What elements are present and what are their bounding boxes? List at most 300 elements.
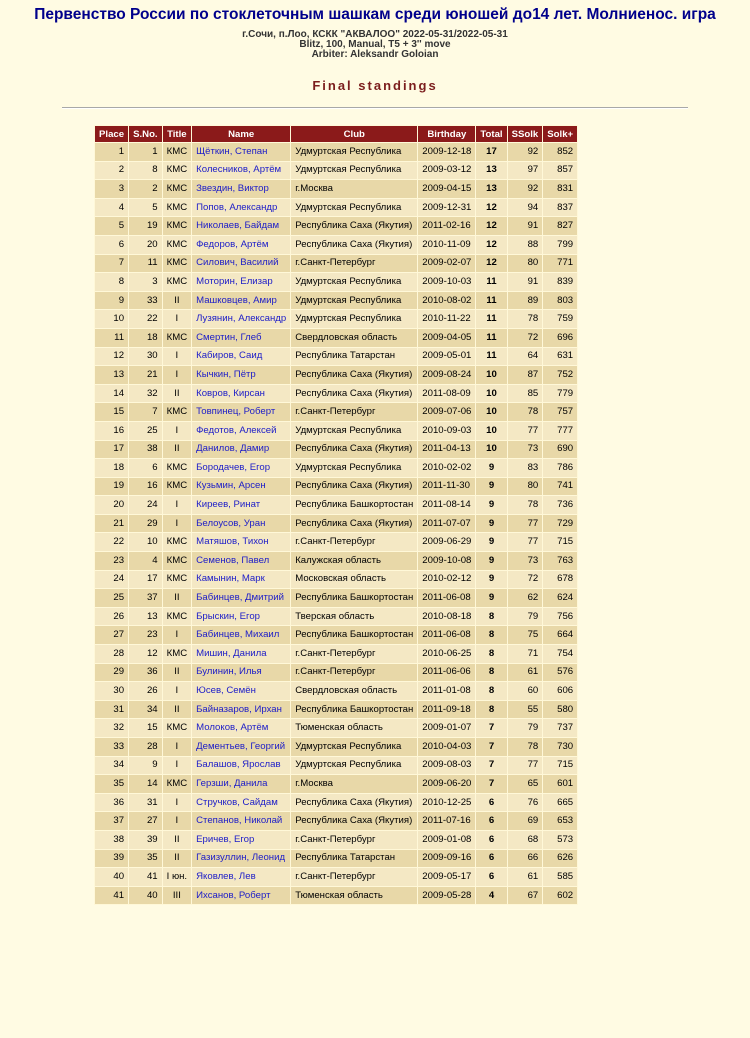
cell-sno: 17 bbox=[129, 570, 163, 589]
player-name-link[interactable]: Николаев, Байдам bbox=[192, 217, 291, 236]
cell-title: I bbox=[162, 514, 192, 533]
table-row bbox=[95, 700, 578, 719]
cell-sno: 25 bbox=[129, 421, 163, 440]
table-row bbox=[95, 514, 578, 533]
cell-club: Республика Саха (Якутия) bbox=[291, 477, 418, 496]
cell-club: Удмуртская Республика bbox=[291, 273, 418, 292]
cell-solk-plus: 573 bbox=[543, 830, 578, 849]
cell-title: КМС bbox=[162, 254, 192, 273]
cell-sno: 3 bbox=[129, 273, 163, 292]
cell-birthday: 2009-02-07 bbox=[418, 254, 476, 273]
player-name-link[interactable]: Щёткин, Степан bbox=[192, 143, 291, 162]
cell-total: 13 bbox=[476, 161, 507, 180]
table-row bbox=[95, 477, 578, 496]
table-row bbox=[95, 589, 578, 608]
cell-place: 36 bbox=[95, 793, 129, 812]
cell-club: г.Москва bbox=[291, 180, 418, 199]
cell-birthday: 2009-06-20 bbox=[418, 775, 476, 794]
cell-title: КМС bbox=[162, 180, 192, 199]
cell-title: I bbox=[162, 347, 192, 366]
cell-place: 37 bbox=[95, 812, 129, 831]
table-row bbox=[95, 775, 578, 794]
cell-club: Республика Башкортостан bbox=[291, 589, 418, 608]
cell-ssolk: 55 bbox=[507, 700, 543, 719]
col-place: Place bbox=[95, 126, 129, 143]
player-name-link[interactable]: Машковцев, Амир bbox=[192, 291, 291, 310]
player-name-link[interactable]: Молоков, Артём bbox=[192, 719, 291, 738]
tournament-arbiter: Arbiter: Aleksandr Goloian bbox=[311, 49, 439, 60]
cell-place: 12 bbox=[95, 347, 129, 366]
table-row bbox=[95, 459, 578, 478]
player-name-link[interactable]: Ихсанов, Роберт bbox=[192, 886, 291, 905]
cell-birthday: 2011-06-08 bbox=[418, 626, 476, 645]
cell-ssolk: 85 bbox=[507, 384, 543, 403]
cell-ssolk: 61 bbox=[507, 663, 543, 682]
cell-solk-plus: 803 bbox=[543, 291, 578, 310]
cell-total: 10 bbox=[476, 421, 507, 440]
cell-solk-plus: 730 bbox=[543, 738, 578, 757]
cell-birthday: 2010-02-12 bbox=[418, 570, 476, 589]
cell-total: 9 bbox=[476, 570, 507, 589]
cell-title: КМС bbox=[162, 552, 192, 571]
cell-solk-plus: 631 bbox=[543, 347, 578, 366]
cell-place: 31 bbox=[95, 700, 129, 719]
player-name-link[interactable]: Байназаров, Ирхан bbox=[192, 700, 291, 719]
cell-total: 10 bbox=[476, 440, 507, 459]
cell-total: 12 bbox=[476, 198, 507, 217]
cell-birthday: 2009-04-15 bbox=[418, 180, 476, 199]
cell-place: 20 bbox=[95, 496, 129, 515]
player-name-link[interactable]: Брыскин, Егор bbox=[192, 607, 291, 626]
cell-ssolk: 72 bbox=[507, 570, 543, 589]
cell-club: Республика Саха (Якутия) bbox=[291, 384, 418, 403]
col-total: Total bbox=[476, 126, 507, 143]
player-name-link[interactable]: Колесников, Артём bbox=[192, 161, 291, 180]
player-name-link[interactable]: Моторин, Елизар bbox=[192, 273, 291, 292]
cell-place: 39 bbox=[95, 849, 129, 868]
table-row bbox=[95, 719, 578, 738]
cell-place: 30 bbox=[95, 682, 129, 701]
cell-place: 9 bbox=[95, 291, 129, 310]
cell-solk-plus: 696 bbox=[543, 328, 578, 347]
standings-body bbox=[95, 143, 578, 905]
cell-club: Тюменская область bbox=[291, 886, 418, 905]
cell-club: Московская область bbox=[291, 570, 418, 589]
cell-club: Удмуртская Республика bbox=[291, 310, 418, 329]
cell-place: 14 bbox=[95, 384, 129, 403]
table-row bbox=[95, 496, 578, 515]
cell-birthday: 2010-09-03 bbox=[418, 421, 476, 440]
cell-solk-plus: 786 bbox=[543, 459, 578, 478]
cell-solk-plus: 576 bbox=[543, 663, 578, 682]
divider bbox=[62, 107, 688, 109]
cell-ssolk: 62 bbox=[507, 589, 543, 608]
cell-total: 11 bbox=[476, 310, 507, 329]
cell-solk-plus: 601 bbox=[543, 775, 578, 794]
player-name-link[interactable]: Кузьмин, Арсен bbox=[192, 477, 291, 496]
player-name-link[interactable]: Бабинцев, Михаил bbox=[192, 626, 291, 645]
cell-title: I юн. bbox=[162, 868, 192, 887]
cell-place: 38 bbox=[95, 830, 129, 849]
table-row bbox=[95, 738, 578, 757]
cell-birthday: 2009-04-05 bbox=[418, 328, 476, 347]
cell-club: г.Санкт-Петербург bbox=[291, 663, 418, 682]
cell-club: Удмуртская Республика bbox=[291, 738, 418, 757]
cell-birthday: 2009-07-06 bbox=[418, 403, 476, 422]
cell-sno: 40 bbox=[129, 886, 163, 905]
cell-ssolk: 76 bbox=[507, 793, 543, 812]
cell-ssolk: 78 bbox=[507, 496, 543, 515]
cell-club: Удмуртская Республика bbox=[291, 198, 418, 217]
cell-solk-plus: 741 bbox=[543, 477, 578, 496]
cell-birthday: 2011-08-09 bbox=[418, 384, 476, 403]
cell-ssolk: 77 bbox=[507, 421, 543, 440]
cell-birthday: 2009-09-16 bbox=[418, 849, 476, 868]
cell-total: 8 bbox=[476, 626, 507, 645]
table-row bbox=[95, 180, 578, 199]
cell-birthday: 2009-08-24 bbox=[418, 366, 476, 385]
cell-club: Удмуртская Республика bbox=[291, 459, 418, 478]
cell-sno: 5 bbox=[129, 198, 163, 217]
player-name-link[interactable]: Федотов, Алексей bbox=[192, 421, 291, 440]
cell-solk-plus: 715 bbox=[543, 533, 578, 552]
cell-place: 15 bbox=[95, 403, 129, 422]
cell-place: 18 bbox=[95, 459, 129, 478]
player-name-link[interactable]: Белоусов, Уран bbox=[192, 514, 291, 533]
table-row bbox=[95, 849, 578, 868]
cell-solk-plus: 779 bbox=[543, 384, 578, 403]
cell-sno: 1 bbox=[129, 143, 163, 162]
player-name-link[interactable]: Товпинец, Роберт bbox=[192, 403, 291, 422]
cell-ssolk: 78 bbox=[507, 738, 543, 757]
cell-title: КМС bbox=[162, 533, 192, 552]
cell-place: 5 bbox=[95, 217, 129, 236]
cell-place: 13 bbox=[95, 366, 129, 385]
table-row bbox=[95, 756, 578, 775]
cell-sno: 14 bbox=[129, 775, 163, 794]
col-sno: S.No. bbox=[129, 126, 163, 143]
cell-club: г.Москва bbox=[291, 775, 418, 794]
table-row bbox=[95, 143, 578, 162]
table-row bbox=[95, 291, 578, 310]
cell-total: 6 bbox=[476, 830, 507, 849]
table-row bbox=[95, 310, 578, 329]
player-name-link[interactable]: Силович, Василий bbox=[192, 254, 291, 273]
cell-birthday: 2009-06-29 bbox=[418, 533, 476, 552]
cell-total: 12 bbox=[476, 235, 507, 254]
cell-title: КМС bbox=[162, 477, 192, 496]
cell-club: Республика Саха (Якутия) bbox=[291, 514, 418, 533]
cell-birthday: 2009-10-08 bbox=[418, 552, 476, 571]
cell-sno: 32 bbox=[129, 384, 163, 403]
player-name-link[interactable]: Киреев, Ринат bbox=[192, 496, 291, 515]
cell-sno: 20 bbox=[129, 235, 163, 254]
player-name-link[interactable]: Семенов, Павел bbox=[192, 552, 291, 571]
cell-total: 9 bbox=[476, 589, 507, 608]
cell-title: I bbox=[162, 812, 192, 831]
cell-title: II bbox=[162, 849, 192, 868]
player-name-link[interactable]: Кычкин, Пётр bbox=[192, 366, 291, 385]
player-name-link[interactable]: Кабиров, Саид bbox=[192, 347, 291, 366]
cell-sno: 27 bbox=[129, 812, 163, 831]
cell-total: 9 bbox=[476, 533, 507, 552]
cell-sno: 7 bbox=[129, 403, 163, 422]
cell-birthday: 2011-07-07 bbox=[418, 514, 476, 533]
section-title: Final standings bbox=[312, 78, 438, 93]
cell-ssolk: 73 bbox=[507, 552, 543, 571]
table-row bbox=[95, 254, 578, 273]
table-row bbox=[95, 421, 578, 440]
table-row bbox=[95, 235, 578, 254]
cell-place: 33 bbox=[95, 738, 129, 757]
cell-title: КМС bbox=[162, 217, 192, 236]
player-name-link[interactable]: Ковров, Кирсан bbox=[192, 384, 291, 403]
player-name-link[interactable]: Федоров, Артём bbox=[192, 235, 291, 254]
cell-birthday: 2011-06-06 bbox=[418, 663, 476, 682]
cell-solk-plus: 777 bbox=[543, 421, 578, 440]
cell-place: 7 bbox=[95, 254, 129, 273]
cell-birthday: 2010-06-25 bbox=[418, 645, 476, 664]
player-name-link[interactable]: Яковлев, Лев bbox=[192, 868, 291, 887]
cell-birthday: 2011-09-18 bbox=[418, 700, 476, 719]
cell-birthday: 2010-02-02 bbox=[418, 459, 476, 478]
cell-place: 23 bbox=[95, 552, 129, 571]
table-row bbox=[95, 384, 578, 403]
cell-total: 9 bbox=[476, 459, 507, 478]
cell-sno: 15 bbox=[129, 719, 163, 738]
cell-title: II bbox=[162, 700, 192, 719]
cell-sno: 26 bbox=[129, 682, 163, 701]
cell-sno: 13 bbox=[129, 607, 163, 626]
cell-birthday: 2011-04-13 bbox=[418, 440, 476, 459]
cell-title: КМС bbox=[162, 161, 192, 180]
cell-total: 11 bbox=[476, 273, 507, 292]
cell-title: КМС bbox=[162, 273, 192, 292]
cell-ssolk: 91 bbox=[507, 273, 543, 292]
cell-ssolk: 77 bbox=[507, 533, 543, 552]
cell-birthday: 2009-10-03 bbox=[418, 273, 476, 292]
tournament-format: Blitz, 100, Manual, T5 + 3'' move bbox=[299, 39, 451, 50]
cell-solk-plus: 602 bbox=[543, 886, 578, 905]
cell-title: КМС bbox=[162, 775, 192, 794]
cell-club: г.Санкт-Петербург bbox=[291, 868, 418, 887]
cell-ssolk: 79 bbox=[507, 607, 543, 626]
player-name-link[interactable]: Дементьев, Георгий bbox=[192, 738, 291, 757]
cell-place: 35 bbox=[95, 775, 129, 794]
table-row bbox=[95, 366, 578, 385]
cell-title: КМС bbox=[162, 719, 192, 738]
table-row bbox=[95, 793, 578, 812]
player-name-link[interactable]: Юсев, Семён bbox=[192, 682, 291, 701]
cell-place: 27 bbox=[95, 626, 129, 645]
cell-place: 4 bbox=[95, 198, 129, 217]
cell-ssolk: 78 bbox=[507, 403, 543, 422]
cell-ssolk: 73 bbox=[507, 440, 543, 459]
player-name-link[interactable]: Еричев, Егор bbox=[192, 830, 291, 849]
cell-title: I bbox=[162, 793, 192, 812]
player-name-link[interactable]: Матяшов, Тихон bbox=[192, 533, 291, 552]
player-name-link[interactable]: Герзши, Данила bbox=[192, 775, 291, 794]
player-name-link[interactable]: Булинин, Илья bbox=[192, 663, 291, 682]
cell-birthday: 2010-04-03 bbox=[418, 738, 476, 757]
cell-total: 11 bbox=[476, 347, 507, 366]
player-name-link[interactable]: Смертин, Глеб bbox=[192, 328, 291, 347]
cell-place: 32 bbox=[95, 719, 129, 738]
cell-ssolk: 87 bbox=[507, 366, 543, 385]
cell-club: г.Санкт-Петербург bbox=[291, 645, 418, 664]
table-row bbox=[95, 830, 578, 849]
cell-sno: 18 bbox=[129, 328, 163, 347]
cell-ssolk: 66 bbox=[507, 849, 543, 868]
table-row bbox=[95, 626, 578, 645]
cell-club: Удмуртская Республика bbox=[291, 421, 418, 440]
cell-club: Республика Татарстан bbox=[291, 849, 418, 868]
cell-sno: 33 bbox=[129, 291, 163, 310]
cell-solk-plus: 771 bbox=[543, 254, 578, 273]
cell-sno: 41 bbox=[129, 868, 163, 887]
cell-place: 8 bbox=[95, 273, 129, 292]
player-name-link[interactable]: Данилов, Дамир bbox=[192, 440, 291, 459]
cell-solk-plus: 624 bbox=[543, 589, 578, 608]
cell-place: 1 bbox=[95, 143, 129, 162]
cell-ssolk: 61 bbox=[507, 868, 543, 887]
cell-solk-plus: 827 bbox=[543, 217, 578, 236]
cell-club: Республика Саха (Якутия) bbox=[291, 793, 418, 812]
cell-total: 9 bbox=[476, 496, 507, 515]
cell-place: 26 bbox=[95, 607, 129, 626]
cell-total: 6 bbox=[476, 812, 507, 831]
col-title: Title bbox=[162, 126, 192, 143]
cell-total: 4 bbox=[476, 886, 507, 905]
cell-place: 2 bbox=[95, 161, 129, 180]
cell-ssolk: 94 bbox=[507, 198, 543, 217]
player-name-link[interactable]: Камынин, Марк bbox=[192, 570, 291, 589]
cell-club: Республика Башкортостан bbox=[291, 496, 418, 515]
cell-sno: 6 bbox=[129, 459, 163, 478]
cell-solk-plus: 678 bbox=[543, 570, 578, 589]
cell-total: 8 bbox=[476, 682, 507, 701]
cell-total: 9 bbox=[476, 477, 507, 496]
player-name-link[interactable]: Бородачев, Егор bbox=[192, 459, 291, 478]
cell-title: II bbox=[162, 830, 192, 849]
col-ssolk: SSolk bbox=[507, 126, 543, 143]
cell-title: КМС bbox=[162, 235, 192, 254]
player-name-link[interactable]: Попов, Александр bbox=[192, 198, 291, 217]
cell-club: Тюменская область bbox=[291, 719, 418, 738]
cell-club: Удмуртская Республика bbox=[291, 756, 418, 775]
cell-total: 7 bbox=[476, 775, 507, 794]
cell-solk-plus: 763 bbox=[543, 552, 578, 571]
player-name-link[interactable]: Стручков, Сайдам bbox=[192, 793, 291, 812]
cell-club: Республика Татарстан bbox=[291, 347, 418, 366]
cell-sno: 23 bbox=[129, 626, 163, 645]
cell-place: 28 bbox=[95, 645, 129, 664]
col-solk-plus: Solk+ bbox=[543, 126, 578, 143]
cell-sno: 28 bbox=[129, 738, 163, 757]
cell-club: Республика Башкортостан bbox=[291, 626, 418, 645]
table-row bbox=[95, 273, 578, 292]
cell-total: 6 bbox=[476, 868, 507, 887]
cell-solk-plus: 585 bbox=[543, 868, 578, 887]
cell-total: 11 bbox=[476, 291, 507, 310]
cell-solk-plus: 653 bbox=[543, 812, 578, 831]
cell-total: 6 bbox=[476, 849, 507, 868]
cell-solk-plus: 690 bbox=[543, 440, 578, 459]
standings-table bbox=[94, 125, 578, 905]
cell-ssolk: 77 bbox=[507, 756, 543, 775]
player-name-link[interactable]: Лузянин, Александр bbox=[192, 310, 291, 329]
cell-total: 7 bbox=[476, 738, 507, 757]
table-row bbox=[95, 552, 578, 571]
player-name-link[interactable]: Балашов, Ярослав bbox=[192, 756, 291, 775]
cell-ssolk: 91 bbox=[507, 217, 543, 236]
cell-title: I bbox=[162, 496, 192, 515]
cell-sno: 29 bbox=[129, 514, 163, 533]
cell-club: г.Санкт-Петербург bbox=[291, 403, 418, 422]
cell-place: 6 bbox=[95, 235, 129, 254]
table-row bbox=[95, 347, 578, 366]
cell-total: 12 bbox=[476, 254, 507, 273]
cell-title: III bbox=[162, 886, 192, 905]
player-name-link[interactable]: Мишин, Данила bbox=[192, 645, 291, 664]
player-name-link[interactable]: Звездин, Виктор bbox=[192, 180, 291, 199]
table-row bbox=[95, 328, 578, 347]
player-name-link[interactable]: Бабинцев, Дмитрий bbox=[192, 589, 291, 608]
cell-club: Свердловская область bbox=[291, 328, 418, 347]
player-name-link[interactable]: Газизуллин, Леонид bbox=[192, 849, 291, 868]
cell-place: 16 bbox=[95, 421, 129, 440]
cell-total: 10 bbox=[476, 384, 507, 403]
cell-total: 6 bbox=[476, 793, 507, 812]
page-title: Первенство России по стоклеточным шашкам среди юношей до14 лет. Молниенос. игра bbox=[34, 6, 716, 23]
cell-solk-plus: 852 bbox=[543, 143, 578, 162]
cell-title: КМС bbox=[162, 607, 192, 626]
cell-title: I bbox=[162, 756, 192, 775]
cell-sno: 31 bbox=[129, 793, 163, 812]
cell-ssolk: 67 bbox=[507, 886, 543, 905]
cell-title: II bbox=[162, 663, 192, 682]
cell-solk-plus: 736 bbox=[543, 496, 578, 515]
cell-birthday: 2009-12-31 bbox=[418, 198, 476, 217]
cell-total: 11 bbox=[476, 328, 507, 347]
cell-solk-plus: 752 bbox=[543, 366, 578, 385]
cell-sno: 11 bbox=[129, 254, 163, 273]
cell-birthday: 2011-06-08 bbox=[418, 589, 476, 608]
cell-title: I bbox=[162, 738, 192, 757]
cell-solk-plus: 729 bbox=[543, 514, 578, 533]
cell-birthday: 2011-11-30 bbox=[418, 477, 476, 496]
cell-sno: 22 bbox=[129, 310, 163, 329]
cell-sno: 34 bbox=[129, 700, 163, 719]
cell-place: 40 bbox=[95, 868, 129, 887]
cell-total: 7 bbox=[476, 756, 507, 775]
cell-place: 3 bbox=[95, 180, 129, 199]
cell-title: КМС bbox=[162, 198, 192, 217]
player-name-link[interactable]: Степанов, Николай bbox=[192, 812, 291, 831]
cell-ssolk: 78 bbox=[507, 310, 543, 329]
cell-total: 9 bbox=[476, 514, 507, 533]
cell-birthday: 2010-11-09 bbox=[418, 235, 476, 254]
cell-solk-plus: 839 bbox=[543, 273, 578, 292]
cell-total: 10 bbox=[476, 403, 507, 422]
table-header-row bbox=[95, 126, 578, 143]
cell-place: 11 bbox=[95, 328, 129, 347]
cell-sno: 10 bbox=[129, 533, 163, 552]
cell-title: II bbox=[162, 291, 192, 310]
table-row bbox=[95, 645, 578, 664]
cell-club: Республика Саха (Якутия) bbox=[291, 812, 418, 831]
cell-solk-plus: 715 bbox=[543, 756, 578, 775]
